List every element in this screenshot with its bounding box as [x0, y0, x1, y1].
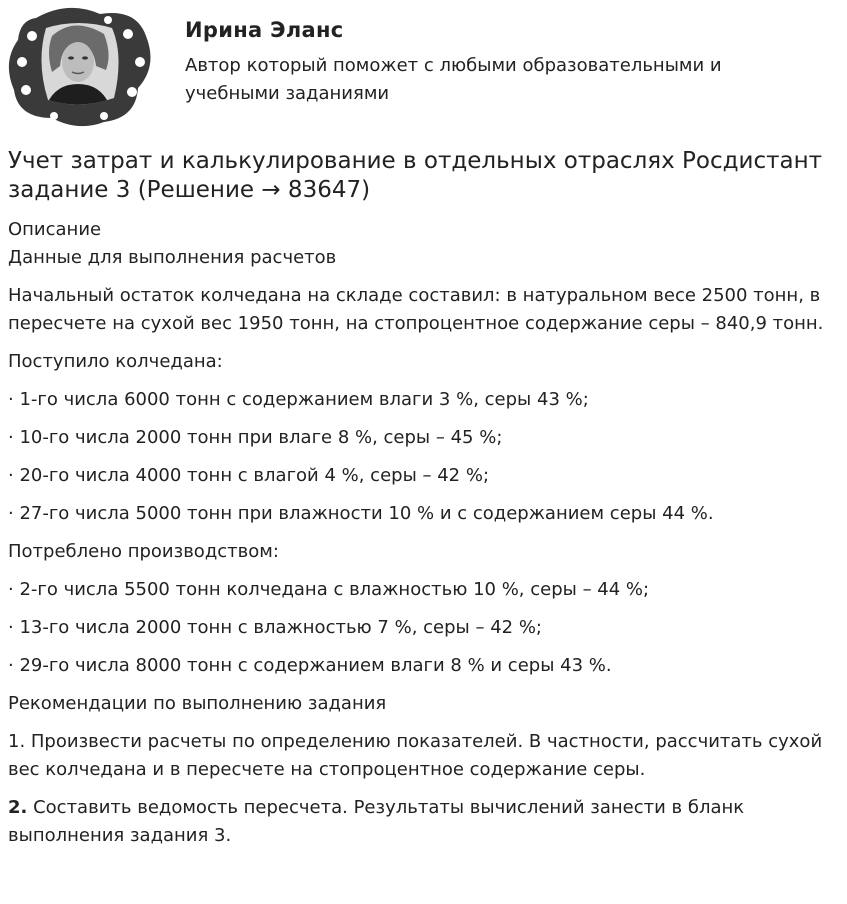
consumed-heading: Потреблено производством: [8, 541, 279, 562]
task-content [8, 216, 834, 856]
step-1: 1. Произвести расчеты по определению показателей. В частности, рассчитать сухой вес колчедана и в пересчете на стопроцентное содержание серы. [8, 731, 823, 780]
step-2-number: 2. [8, 797, 28, 818]
step-2 [8, 794, 834, 850]
page-title: Учет затрат и калькулирование в отдельных отраслях Росдистант задание 3 (Решение → 83647) [8, 148, 823, 203]
recommendations-heading: Рекомендации по выполнению задания [8, 693, 387, 714]
consumed-item: · 13-го числа 2000 тонн с влажностью 7 %, серы – 42 %; [8, 617, 542, 638]
intro-paragraph: Начальный остаток колчедана на складе составил: в натуральном весе 2500 тонн, в пересчете на сухой вес 1950 тонн, на стопроцентное содержание серы – 840,9 тонн. [8, 285, 824, 334]
data-heading: Данные для выполнения расчетов [8, 247, 337, 268]
received-item: · 1-го числа 6000 тонн с содержанием влаги 3 %, серы 43 %; [8, 389, 589, 410]
received-item: · 27-го числа 5000 тонн при влажности 10 % и с содержанием серы 44 %. [8, 503, 714, 524]
received-item: · 10-го числа 2000 тонн при влаге 8 %, серы – 45 %; [8, 427, 503, 448]
consumed-item: · 29-го числа 8000 тонн с содержанием влаги 8 % и серы 43 %. [8, 655, 612, 676]
description-heading: Описание [8, 219, 102, 240]
author-name[interactable]: Ирина Эланс [185, 18, 344, 42]
received-heading: Поступило колчедана: [8, 351, 223, 372]
step-2-text: Составить ведомость пересчета. Результаты вычислений занести в бланк выполнения задания 3. [8, 797, 745, 846]
consumed-item: · 2-го числа 5500 тонн колчедана с влажностью 10 %, серы – 44 %; [8, 579, 650, 600]
author-avatar [8, 6, 152, 128]
received-item: · 20-го числа 4000 тонн с влагой 4 %, серы – 42 %; [8, 465, 490, 486]
author-card [8, 6, 838, 128]
author-description: Автор который поможет с любыми образовательными и учебными заданиями [185, 55, 722, 104]
